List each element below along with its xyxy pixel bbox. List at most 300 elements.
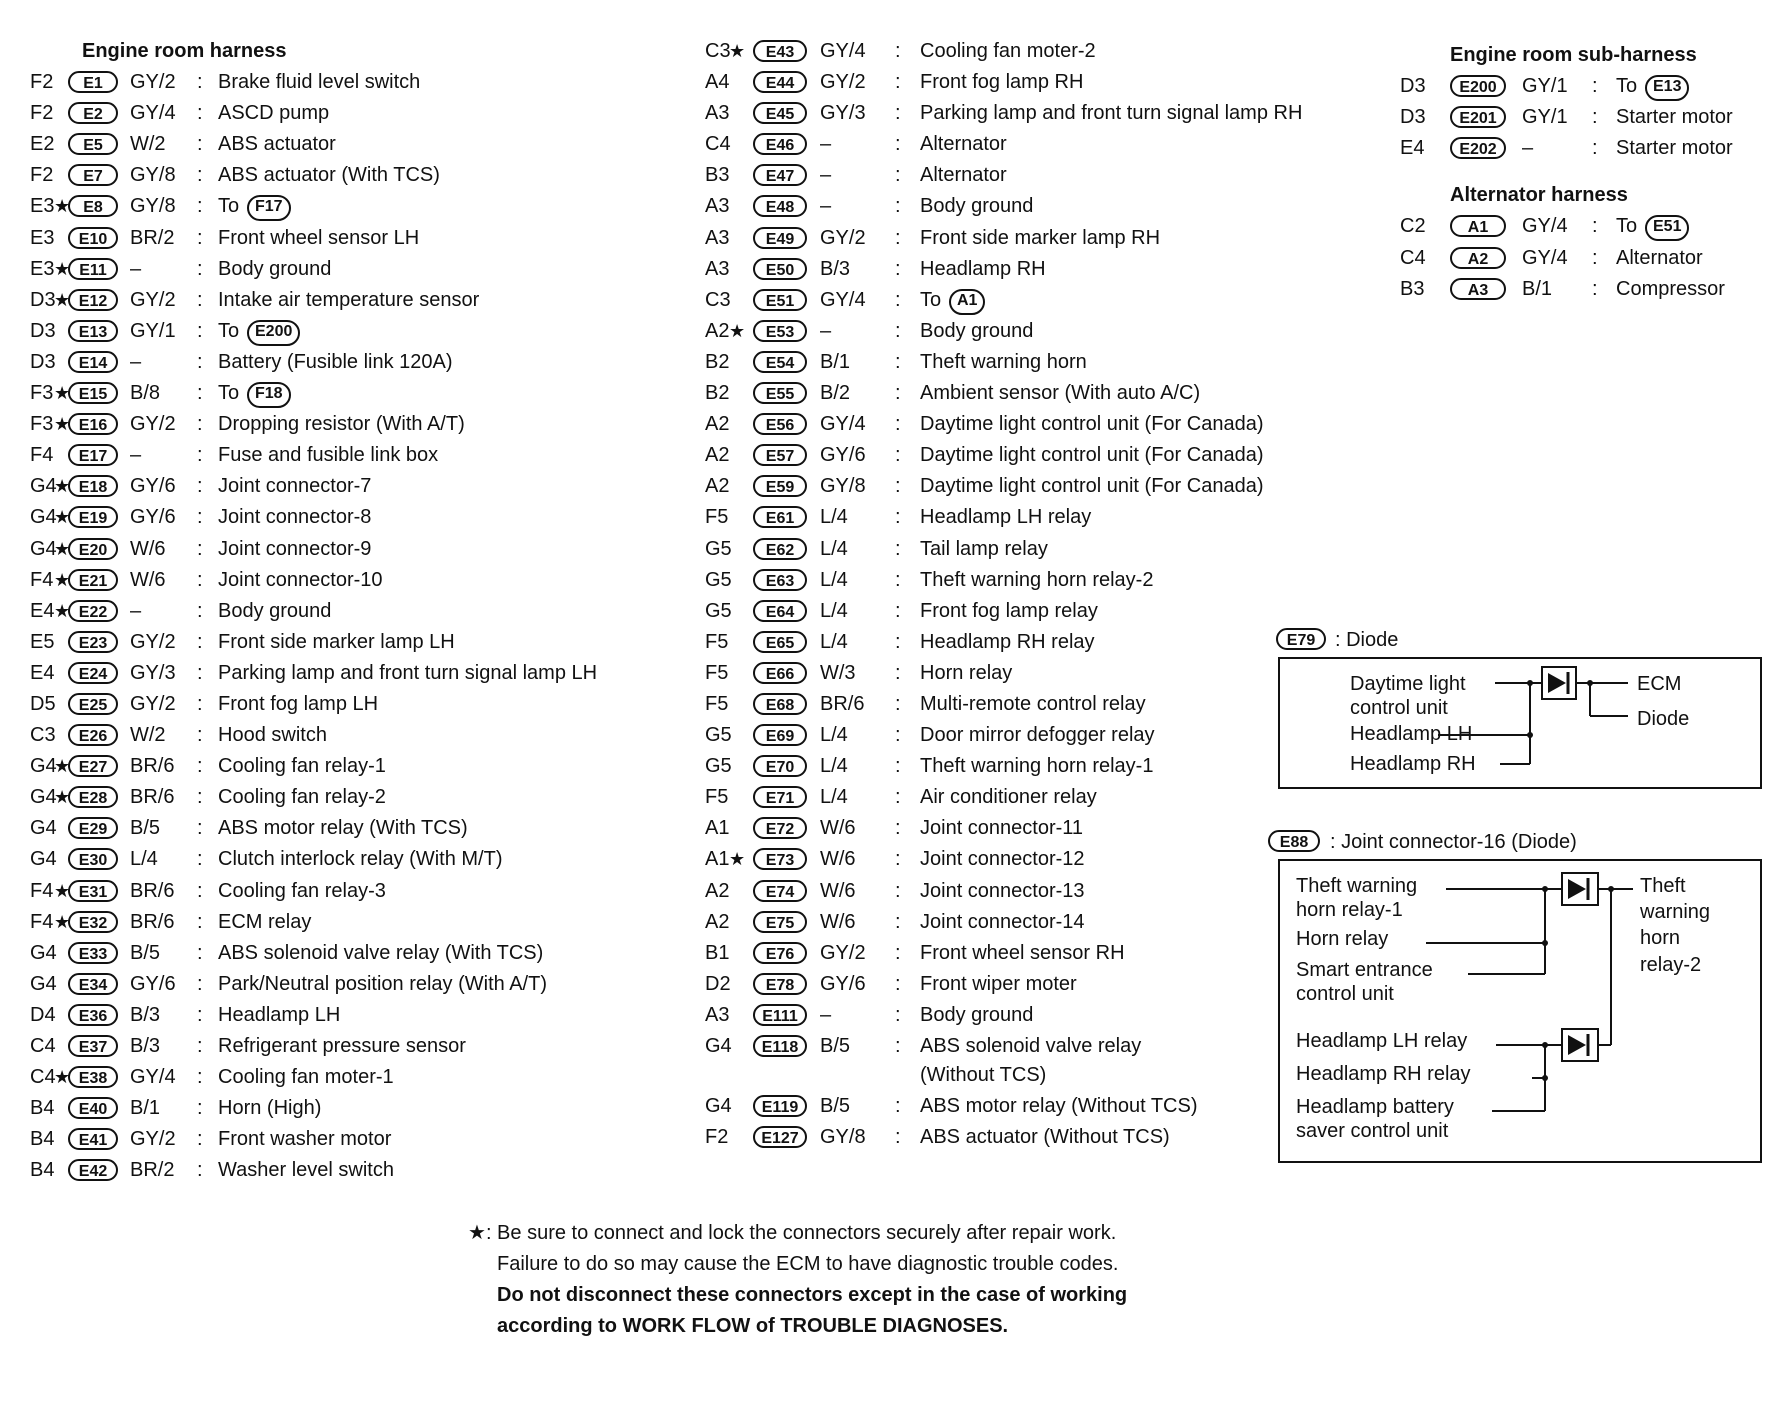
description: Door mirror defogger relay bbox=[920, 724, 1155, 747]
separator: : bbox=[197, 1003, 203, 1026]
location-code: F4 bbox=[30, 879, 54, 902]
engine-room-row bbox=[30, 1124, 710, 1155]
separator: : bbox=[895, 1035, 901, 1057]
location-code: G5 bbox=[705, 755, 732, 778]
alternator-row bbox=[1400, 243, 1770, 274]
wire-color: GY/1 bbox=[1522, 106, 1568, 129]
wire-color: GY/2 bbox=[130, 1128, 176, 1151]
wire-color: L/4 bbox=[820, 786, 848, 809]
diode-e88-l6b: saver control unit bbox=[1296, 1120, 1449, 1142]
connector-number: E66 bbox=[753, 662, 807, 684]
wire-color: GY/2 bbox=[130, 413, 176, 436]
connector-number: E20 bbox=[68, 538, 118, 560]
connector-number: E33 bbox=[68, 942, 118, 964]
separator: : bbox=[197, 724, 203, 747]
separator: : bbox=[197, 71, 203, 94]
footnote-line2: Failure to do so may cause the ECM to have diagnostic trouble codes. bbox=[497, 1253, 1119, 1275]
connector-number: E74 bbox=[753, 880, 807, 902]
connector-number: E15 bbox=[68, 382, 118, 404]
connector-number: E49 bbox=[753, 227, 807, 249]
wire-color: BR/2 bbox=[130, 226, 175, 249]
separator: : bbox=[895, 1003, 901, 1026]
location-code: G4 bbox=[705, 1095, 732, 1117]
wire-color: GY/2 bbox=[820, 226, 866, 249]
connector-number: E12 bbox=[68, 289, 118, 311]
description: Joint connector-8 bbox=[218, 506, 372, 529]
location-code: F5 bbox=[705, 786, 729, 809]
separator: : bbox=[197, 1128, 203, 1151]
location-code: B4 bbox=[30, 1128, 55, 1151]
location-code: C4 bbox=[30, 1066, 56, 1089]
middle-row bbox=[705, 316, 1375, 347]
connector-number: E56 bbox=[753, 413, 807, 435]
middle-row bbox=[705, 471, 1375, 502]
description: Joint connector-14 bbox=[920, 910, 1085, 933]
connector-number: E32 bbox=[68, 911, 118, 933]
wire-color: B/3 bbox=[820, 257, 851, 280]
star-marker: ★ bbox=[54, 911, 71, 932]
connector-number: E22 bbox=[68, 600, 118, 622]
location-code: A2 bbox=[705, 879, 730, 902]
location-code: G5 bbox=[705, 537, 732, 560]
separator: : bbox=[895, 71, 901, 94]
location-code: G4 bbox=[30, 786, 57, 809]
wire-color: GY/2 bbox=[130, 692, 176, 715]
wire-color: GY/8 bbox=[820, 475, 866, 498]
location-code: F5 bbox=[705, 506, 729, 529]
description: Intake air temperature sensor bbox=[218, 288, 480, 311]
star-marker: ★ bbox=[54, 756, 71, 777]
wire-color: GY/2 bbox=[130, 71, 176, 94]
description: Front fog lamp RH bbox=[920, 71, 1084, 94]
wire-color: – bbox=[820, 319, 832, 342]
description: ABS actuator (With TCS) bbox=[218, 164, 440, 187]
location-code: G4 bbox=[30, 755, 57, 778]
engine-room-row bbox=[30, 596, 710, 627]
connector-number: A1 bbox=[1450, 215, 1506, 237]
description: Daytime light control unit (For Canada) bbox=[920, 413, 1264, 436]
location-code: G4 bbox=[30, 537, 57, 560]
middle-row bbox=[705, 658, 1375, 689]
diode-e88-connector: E88 bbox=[1268, 830, 1320, 852]
location-code: B4 bbox=[30, 1097, 55, 1120]
description: Ambient sensor (With auto A/C) bbox=[920, 382, 1201, 405]
wire-color: L/4 bbox=[820, 599, 848, 622]
location-code: E5 bbox=[30, 630, 55, 653]
separator: : bbox=[197, 972, 203, 995]
separator: : bbox=[197, 195, 203, 218]
wire-color: B/5 bbox=[820, 1035, 851, 1057]
separator: : bbox=[197, 444, 203, 467]
description: To bbox=[1616, 215, 1638, 238]
diode-e79-left1b: control unit bbox=[1350, 697, 1448, 719]
location-code: A3 bbox=[705, 257, 730, 280]
sub-harness-row bbox=[1400, 71, 1770, 102]
diode-e88-l1b: horn relay-1 bbox=[1296, 899, 1403, 921]
description: Headlamp LH bbox=[218, 1003, 341, 1026]
middle-row bbox=[705, 223, 1375, 254]
connector-number: E36 bbox=[68, 1004, 118, 1026]
engine-room-harness-column bbox=[30, 36, 710, 1186]
sub-harness-row bbox=[1400, 102, 1770, 133]
wire-color: GY/8 bbox=[820, 1126, 866, 1149]
wire-color: L/4 bbox=[820, 568, 848, 591]
location-code: E3 bbox=[30, 195, 55, 218]
engine-room-harness-heading: Engine room harness bbox=[82, 40, 287, 62]
wire-color: GY/6 bbox=[130, 972, 176, 995]
connector-number: E65 bbox=[753, 631, 807, 653]
wire-color: GY/4 bbox=[820, 40, 866, 62]
connector-number: E8 bbox=[68, 195, 118, 217]
separator: : bbox=[197, 755, 203, 778]
connector-number: E17 bbox=[68, 444, 118, 466]
wire-color: GY/8 bbox=[130, 164, 176, 187]
location-code: D4 bbox=[30, 1003, 56, 1026]
connector-number: E18 bbox=[68, 475, 118, 497]
connector-number: E57 bbox=[753, 444, 807, 466]
connector-number: E50 bbox=[753, 258, 807, 280]
separator: : bbox=[197, 599, 203, 622]
engine-room-row bbox=[30, 378, 710, 409]
wire-color: B/5 bbox=[130, 941, 161, 964]
location-code: F3 bbox=[30, 382, 54, 405]
star-marker: ★ bbox=[54, 476, 71, 497]
separator: : bbox=[1592, 137, 1598, 160]
connector-number: E70 bbox=[753, 755, 807, 777]
connector-number: E19 bbox=[68, 506, 118, 528]
connector-number: E75 bbox=[753, 911, 807, 933]
diode-e88-l6: Headlamp battery bbox=[1296, 1096, 1454, 1118]
wire-color: – bbox=[130, 350, 142, 373]
description: To bbox=[218, 195, 240, 218]
middle-row bbox=[705, 907, 1375, 938]
location-code: F2 bbox=[705, 1126, 729, 1149]
star-marker: ★ bbox=[54, 1067, 71, 1088]
wire-color: L/4 bbox=[130, 848, 158, 871]
location-code: C3 bbox=[705, 40, 731, 62]
diode-e79-wiring bbox=[1278, 657, 1758, 785]
location-code: C3 bbox=[30, 724, 56, 747]
diode-e88-l4: Headlamp LH relay bbox=[1296, 1030, 1468, 1052]
engine-room-row bbox=[30, 1155, 710, 1186]
location-code: A3 bbox=[705, 195, 730, 218]
middle-row bbox=[705, 1031, 1375, 1091]
separator: : bbox=[895, 475, 901, 498]
wire-color: GY/6 bbox=[130, 475, 176, 498]
location-code: A3 bbox=[705, 1003, 730, 1026]
connector-number: E2 bbox=[68, 102, 118, 124]
star-marker: ★ bbox=[54, 787, 71, 808]
description: Cooling fan moter-2 bbox=[920, 40, 1096, 62]
connector-number: E40 bbox=[68, 1097, 118, 1119]
connector-number: E200 bbox=[1450, 75, 1506, 97]
separator: : bbox=[895, 413, 901, 436]
location-code: B4 bbox=[30, 1159, 55, 1182]
description: Joint connector-13 bbox=[920, 879, 1085, 902]
middle-row bbox=[705, 1000, 1375, 1031]
diode-e88-l2: Horn relay bbox=[1296, 928, 1389, 950]
separator: : bbox=[895, 257, 901, 280]
diode-e79-right1: ECM bbox=[1637, 673, 1682, 695]
connector-number: E5 bbox=[68, 133, 118, 155]
engine-room-row bbox=[30, 1093, 710, 1124]
wire-color: B/1 bbox=[820, 350, 851, 373]
wire-color: GY/6 bbox=[130, 506, 176, 529]
engine-room-row bbox=[30, 938, 710, 969]
diode-e79-left3: Headlamp RH bbox=[1350, 753, 1476, 775]
middle-row bbox=[705, 938, 1375, 969]
description: Headlamp RH bbox=[920, 257, 1046, 280]
location-code: A3 bbox=[705, 102, 730, 125]
description: Theft warning horn relay-2 bbox=[920, 568, 1154, 591]
location-code: A2 bbox=[705, 475, 730, 498]
connector-number: E7 bbox=[68, 164, 118, 186]
separator: : bbox=[197, 257, 203, 280]
wire-color: GY/4 bbox=[1522, 215, 1568, 238]
location-code: G4 bbox=[30, 506, 57, 529]
description-line2: (Without TCS) bbox=[920, 1064, 1047, 1086]
separator: : bbox=[197, 226, 203, 249]
engine-room-row bbox=[30, 409, 710, 440]
separator: : bbox=[197, 879, 203, 902]
description: Joint connector-12 bbox=[920, 848, 1085, 871]
connector-number: E127 bbox=[753, 1126, 807, 1148]
location-code: C2 bbox=[1400, 215, 1426, 238]
separator: : bbox=[895, 444, 901, 467]
alternator-row bbox=[1400, 211, 1770, 242]
separator: : bbox=[895, 102, 901, 125]
separator: : bbox=[197, 910, 203, 933]
separator: : bbox=[197, 475, 203, 498]
description: To bbox=[218, 319, 240, 342]
middle-row bbox=[705, 191, 1375, 222]
separator: : bbox=[197, 1097, 203, 1120]
engine-room-row bbox=[30, 1000, 710, 1031]
separator: : bbox=[895, 724, 901, 747]
separator: : bbox=[1592, 106, 1598, 129]
star-marker: ★ bbox=[729, 849, 746, 870]
wire-color: BR/6 bbox=[130, 755, 175, 778]
separator: : bbox=[197, 350, 203, 373]
wire-color: – bbox=[820, 164, 832, 187]
wire-color: B/8 bbox=[130, 382, 161, 405]
connector-number: E51 bbox=[753, 289, 807, 311]
wire-color: GY/4 bbox=[820, 413, 866, 436]
engine-room-row bbox=[30, 502, 710, 533]
separator: : bbox=[197, 1066, 203, 1089]
separator: : bbox=[895, 319, 901, 342]
alternator-row bbox=[1400, 274, 1770, 305]
separator: : bbox=[895, 506, 901, 529]
description: To bbox=[1616, 75, 1638, 98]
wire-color: BR/6 bbox=[130, 879, 175, 902]
location-code: F3 bbox=[30, 413, 54, 436]
connector-number: E47 bbox=[753, 164, 807, 186]
description: Cooling fan relay-3 bbox=[218, 879, 386, 902]
middle-row bbox=[705, 409, 1375, 440]
middle-row bbox=[705, 440, 1375, 471]
diode-e88-r2: warning bbox=[1640, 901, 1711, 923]
description: Headlamp LH relay bbox=[920, 506, 1092, 529]
wire-color: L/4 bbox=[820, 755, 848, 778]
sub-harness-column bbox=[1400, 40, 1770, 305]
wire-color: W/6 bbox=[130, 537, 166, 560]
connector-number: E29 bbox=[68, 817, 118, 839]
location-code: C4 bbox=[705, 133, 731, 156]
wire-color: GY/1 bbox=[1522, 75, 1568, 98]
separator: : bbox=[197, 164, 203, 187]
location-code: B1 bbox=[705, 941, 730, 964]
description: Compressor bbox=[1616, 277, 1725, 300]
location-code: D3 bbox=[1400, 75, 1426, 98]
location-code: F2 bbox=[30, 102, 54, 125]
description: Joint connector-9 bbox=[218, 537, 372, 560]
connector-number: E23 bbox=[68, 631, 118, 653]
wire-color: B/1 bbox=[130, 1097, 161, 1120]
separator: : bbox=[895, 661, 901, 684]
connector-number: E62 bbox=[753, 538, 807, 560]
description: Horn relay bbox=[920, 661, 1013, 684]
description: Alternator bbox=[920, 133, 1007, 156]
description: ABS motor relay (With TCS) bbox=[218, 817, 468, 840]
connector-number: E68 bbox=[753, 693, 807, 715]
separator: : bbox=[895, 40, 901, 62]
to-connector-pill: F17 bbox=[247, 195, 291, 221]
connector-number: E69 bbox=[753, 724, 807, 746]
location-code: E3 bbox=[30, 257, 55, 280]
location-code: G4 bbox=[30, 848, 57, 871]
middle-row bbox=[705, 969, 1375, 1000]
description: Body ground bbox=[920, 195, 1034, 218]
connector-number: E43 bbox=[753, 40, 807, 62]
separator: : bbox=[895, 568, 901, 591]
wire-color: L/4 bbox=[820, 537, 848, 560]
connector-number: E31 bbox=[68, 880, 118, 902]
description: Headlamp RH relay bbox=[920, 630, 1095, 653]
connector-number: E64 bbox=[753, 600, 807, 622]
wire-color: L/4 bbox=[820, 630, 848, 653]
engine-room-row bbox=[30, 782, 710, 813]
wire-color: – bbox=[130, 444, 142, 467]
wire-color: GY/2 bbox=[820, 71, 866, 94]
description: ECM relay bbox=[218, 910, 312, 933]
connector-number: E10 bbox=[68, 227, 118, 249]
location-code: D3 bbox=[30, 288, 56, 311]
location-code: F4 bbox=[30, 568, 54, 591]
connector-number: E202 bbox=[1450, 137, 1506, 159]
connector-number: E118 bbox=[753, 1035, 807, 1057]
description: Cooling fan relay-1 bbox=[218, 755, 386, 778]
separator: : bbox=[895, 692, 901, 715]
description: Cooling fan relay-2 bbox=[218, 786, 386, 809]
description: ABS solenoid valve relay bbox=[920, 1035, 1142, 1057]
connector-number: E119 bbox=[753, 1095, 807, 1117]
engine-room-row bbox=[30, 67, 710, 98]
description: ABS motor relay (Without TCS) bbox=[920, 1095, 1198, 1117]
wire-color: – bbox=[820, 133, 832, 156]
description: Refrigerant pressure sensor bbox=[218, 1035, 466, 1057]
diode-e79-connector: E79 bbox=[1276, 628, 1326, 650]
description: Joint connector-10 bbox=[218, 568, 383, 591]
star-marker: ★ bbox=[54, 289, 71, 310]
location-code: G4 bbox=[30, 941, 57, 964]
separator: : bbox=[895, 226, 901, 249]
diode-e88-l3b: control unit bbox=[1296, 983, 1394, 1005]
location-code: F5 bbox=[705, 630, 729, 653]
middle-row bbox=[705, 254, 1375, 285]
separator: : bbox=[197, 786, 203, 809]
middle-row bbox=[705, 782, 1375, 813]
description: Clutch interlock relay (With M/T) bbox=[218, 848, 503, 871]
wire-color: BR/6 bbox=[820, 692, 865, 715]
connector-number: E59 bbox=[753, 475, 807, 497]
location-code: A2 bbox=[705, 413, 730, 436]
wire-color: GY/3 bbox=[130, 661, 176, 684]
wire-color: W/6 bbox=[130, 568, 166, 591]
location-code: G5 bbox=[705, 568, 732, 591]
diode-e88-r3: horn bbox=[1640, 927, 1681, 949]
wire-color: GY/4 bbox=[820, 288, 866, 311]
middle-row bbox=[705, 751, 1375, 782]
engine-room-row bbox=[30, 129, 710, 160]
middle-row bbox=[705, 1091, 1375, 1122]
wire-color: GY/2 bbox=[820, 941, 866, 964]
description: Tail lamp relay bbox=[920, 537, 1048, 560]
diode-e88-wiring bbox=[1278, 859, 1758, 1159]
connector-number: E201 bbox=[1450, 106, 1506, 128]
engine-room-row bbox=[30, 907, 710, 938]
location-code: B2 bbox=[705, 382, 730, 405]
description: Starter motor bbox=[1616, 137, 1733, 160]
star-marker: ★ bbox=[54, 414, 71, 435]
description: Front side marker lamp LH bbox=[218, 630, 455, 653]
separator: : bbox=[895, 382, 901, 405]
location-code: G5 bbox=[705, 599, 732, 622]
wire-color: GY/6 bbox=[820, 972, 866, 995]
connector-number: E45 bbox=[753, 102, 807, 124]
wire-color: – bbox=[1522, 137, 1534, 160]
engine-room-row bbox=[30, 440, 710, 471]
location-code: A3 bbox=[705, 226, 730, 249]
description: Multi-remote control relay bbox=[920, 692, 1146, 715]
location-code: D3 bbox=[30, 350, 56, 373]
connector-number: E38 bbox=[68, 1066, 118, 1088]
connector-number: E1 bbox=[68, 71, 118, 93]
wire-color: L/4 bbox=[820, 724, 848, 747]
separator: : bbox=[197, 319, 203, 342]
middle-row bbox=[705, 285, 1375, 316]
description: To bbox=[218, 382, 240, 405]
wire-color: – bbox=[130, 599, 142, 622]
description: ABS actuator bbox=[218, 133, 336, 156]
separator: : bbox=[895, 910, 901, 933]
diode-e88-l1: Theft warning bbox=[1296, 875, 1418, 897]
location-code: F2 bbox=[30, 164, 54, 187]
separator: : bbox=[1592, 277, 1598, 300]
sub-harness-heading: Engine room sub-harness bbox=[1450, 44, 1697, 66]
location-code: A4 bbox=[705, 71, 730, 94]
separator: : bbox=[895, 133, 901, 156]
middle-row bbox=[705, 627, 1375, 658]
separator: : bbox=[895, 537, 901, 560]
location-code: A2 bbox=[705, 444, 730, 467]
separator: : bbox=[895, 164, 901, 187]
separator: : bbox=[197, 102, 203, 125]
wire-color: W/2 bbox=[130, 724, 166, 747]
connector-number: E28 bbox=[68, 786, 118, 808]
wire-color: GY/4 bbox=[130, 1066, 176, 1089]
star-marker: ★ bbox=[54, 569, 71, 590]
